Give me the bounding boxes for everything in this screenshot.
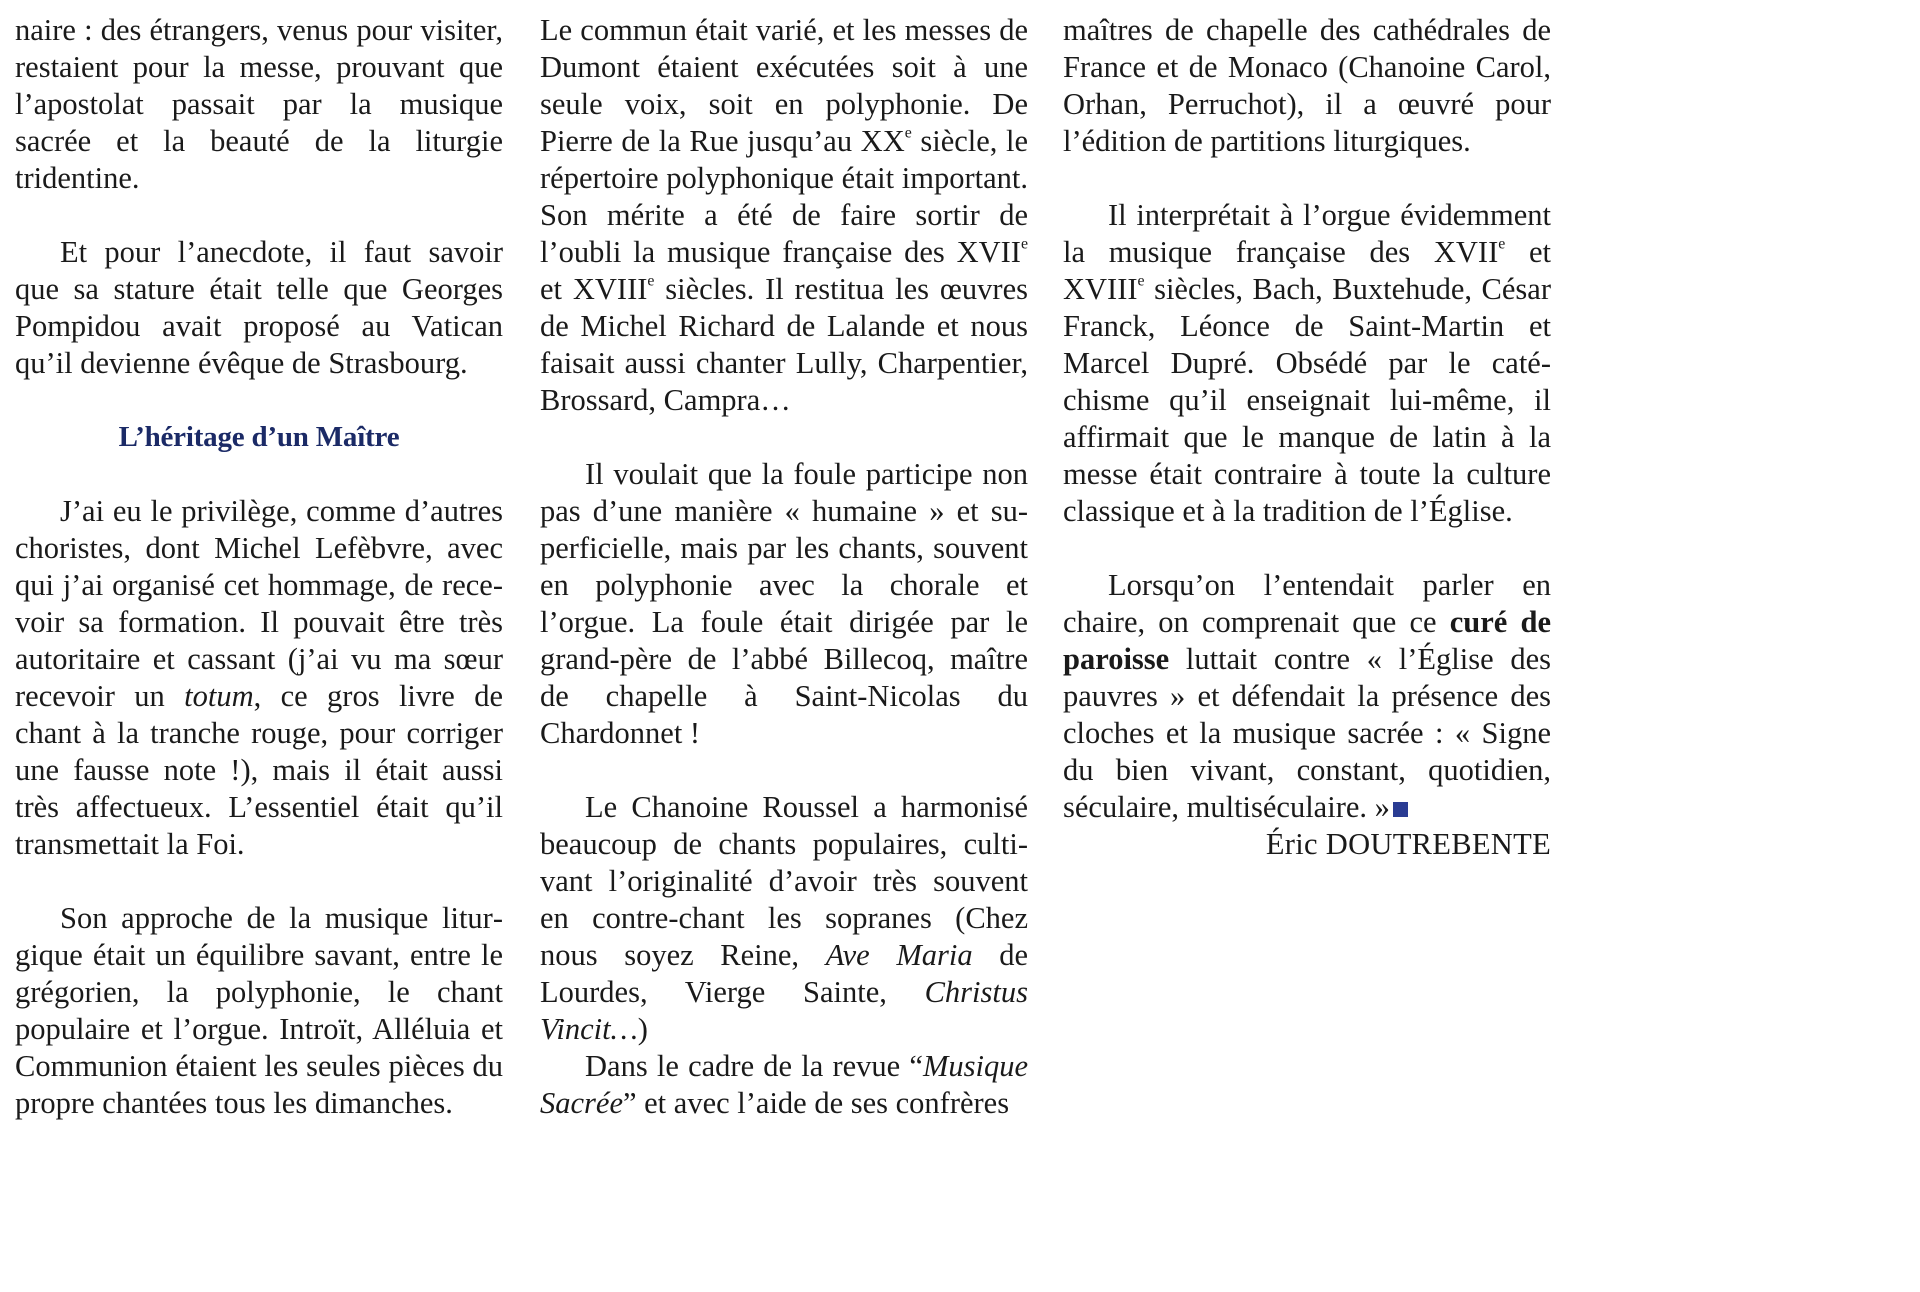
paragraph bbox=[540, 12, 1028, 419]
bold-phrase: curé de paroisse bbox=[1063, 605, 1552, 676]
text-run: de Lourdes, Vierge Sainte, bbox=[540, 938, 1028, 1009]
paragraph bbox=[540, 1048, 1028, 1122]
author-signature: Éric DOUTREBENTE bbox=[1265, 827, 1551, 861]
text-run: ) bbox=[637, 1012, 648, 1046]
text-run: Dans le cadre de la revue “ bbox=[585, 1049, 923, 1083]
italic-term: totum bbox=[184, 679, 254, 713]
text-run: siècles. Il restitua les œuvres de Michel Richard de Lalande et nous faisait aussi chanter Lully, Charpentier, Brossard, Campra… bbox=[540, 272, 1028, 417]
text-run: siècle, le répertoire polyphonique était important. Son mérite a été de faire sortir de l’oubli la musique française des XVII bbox=[540, 124, 1028, 269]
text-run: luttait contre « l’Église des pauvres » et défendait la présence des cloches et la musique sacrée : « Signe du bien vivant, constant, quotidien, séculaire, multiséculaire. » bbox=[1063, 642, 1551, 824]
text-run: , ce gros livre de chant à la tranche rouge, pour corriger une fausse note !), mais il était aussi très affectueux. L’essentiel était qu’il transmettait la Foi. bbox=[15, 679, 503, 861]
paragraph: Et pour l’anecdote, il faut savoir que sa stature était telle que Georges Pompidou avait proposé au Vatican qu’il devienne évêque de Strasbourg. bbox=[15, 235, 503, 380]
text-run: et XVIII bbox=[1063, 235, 1551, 306]
text-run: Le commun était varié, et les messes de Dumont étaient exécutées soit à une seule voix, soit en polyphonie. De Pierre de la Rue jusqu’au XX bbox=[540, 13, 1028, 158]
italic-title: Musique Sacrée bbox=[540, 1049, 1028, 1120]
italic-title: Christus Vincit… bbox=[540, 975, 1028, 1046]
italic-title: Ave Maria bbox=[825, 938, 973, 972]
paragraph: naire : des étrangers, venus pour visiter, restaient pour la messe, prouvant que l’apostolat passait par la musique sacrée et la beauté de la liturgie tridentine. bbox=[15, 13, 503, 195]
paragraph: maîtres de chapelle des cathédrales de France et de Monaco (Chanoine Carol, Orhan, Perruchot), il a œuvré pour l’édition de partitions liturgiques. bbox=[1063, 13, 1551, 158]
superscript: e bbox=[1137, 272, 1145, 290]
text-run: et XVIII bbox=[540, 272, 648, 306]
text-run: Il interprétait à l’orgue évidemment la musique française des XVII bbox=[1063, 198, 1551, 269]
superscript: e bbox=[647, 272, 655, 290]
end-of-article-mark bbox=[1393, 802, 1408, 817]
text-run: siècles, Bach, Buxtehude, César Franck, Léonce de Saint-Martin et Marcel Dupré. Obsédé par le catéchisme qu’il enseignait lui-même, il affirmait que le manque de latin à la messe était contraire à toute la culture classique et à la tradition de l’Église. bbox=[1063, 272, 1551, 528]
paragraph: Son approche de la musique liturgique était un équilibre savant, entre le grégorien, la polyphonie, le chant populaire et l’orgue. Introït, Alléluia et Communion étaient les seules pièces du propre chantées tous les dimanches. bbox=[15, 901, 503, 1120]
paragraph bbox=[1063, 567, 1551, 826]
paragraph bbox=[540, 789, 1028, 1048]
text-run: J’ai eu le privilège, comme d’autres choristes, dont Michel Lefèbvre, avec qui j’ai organisé cet hommage, de recevoir sa formation. Il pouvait être très autoritaire et cassant (j’ai vu ma sœur recevoir un bbox=[15, 494, 503, 713]
text-run: ” et avec l’aide de ses confrères bbox=[622, 1086, 1010, 1120]
text-column-1 bbox=[15, 12, 503, 1122]
superscript: e bbox=[1498, 235, 1506, 253]
text-column-3 bbox=[1063, 12, 1551, 863]
section-heading: L’héritage d’un Maître bbox=[118, 421, 400, 453]
superscript: e bbox=[904, 124, 912, 142]
text-run: Le Chanoine Roussel a harmonisé beaucoup de chants populaires, cultivant l’originalité d’avoir très souvent en contre-chant les sopranes (Chez nous soyez Reine, bbox=[540, 790, 1028, 972]
paragraph bbox=[15, 493, 503, 863]
paragraph: Il voulait que la foule participe non pas d’une manière « humaine » et superficielle, mais par les chants, souvent en polyphonie avec la chorale et l’orgue. La foule était dirigée par le grand-père de l’abbé Billecoq, maître de chapelle à Saint-Nicolas du Chardonnet ! bbox=[540, 457, 1028, 750]
paragraph bbox=[1063, 197, 1551, 530]
superscript: e bbox=[1020, 235, 1028, 253]
text-run: Lorsqu’on l’entendait parler en chaire, on comprenait que ce bbox=[1063, 568, 1551, 639]
text-column-2 bbox=[540, 12, 1028, 1122]
